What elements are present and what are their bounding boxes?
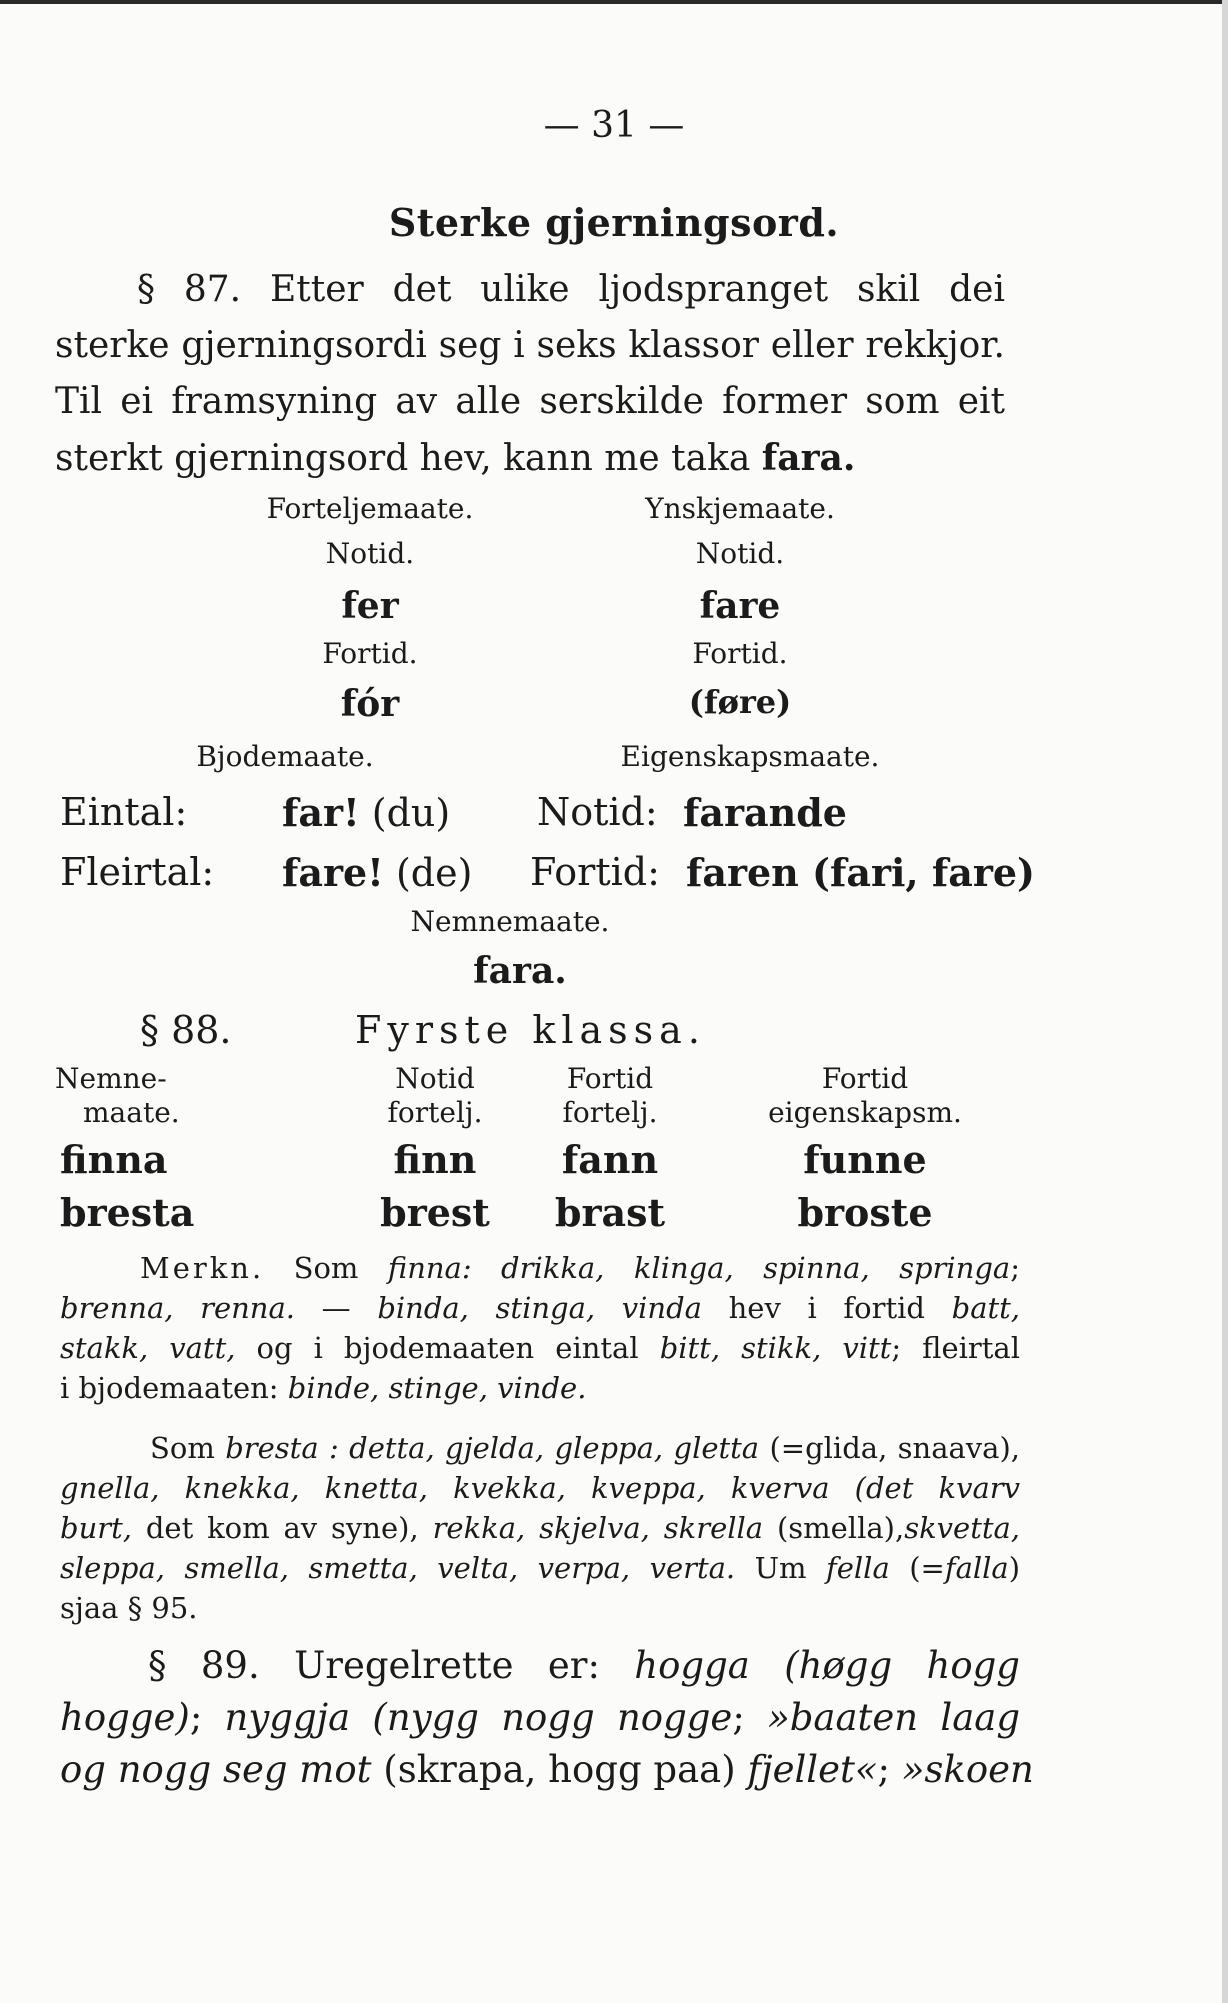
row-2-infinitive: bresta: [60, 1190, 195, 1235]
infinitive-form: fara.: [473, 950, 567, 992]
note2-falla: falla: [944, 1551, 1009, 1585]
section-heading: Sterke gjerningsord.: [388, 200, 840, 245]
imperative-plural-form: fare!: [282, 850, 384, 895]
sec89-hogga-forms: (høgg hogg: [784, 1644, 1020, 1687]
example-verb: fara.: [761, 437, 856, 479]
note2-text-syne: det kom av syne),: [145, 1511, 419, 1545]
plural-label: Fleirtal:: [60, 850, 215, 894]
note-text-fleirtal: ; fleirtal: [891, 1331, 1020, 1365]
col-header-present-line-1: Notid: [395, 1062, 475, 1095]
row-1-infinitive: finna: [60, 1137, 168, 1182]
col-header-past-line-2: fortelj.: [562, 1096, 658, 1129]
note2-line-3: [60, 1508, 1020, 1548]
note-verbs-brenna: brenna, renna.: [60, 1291, 295, 1325]
intro-line-3: Til ei framsyning av alle serskilde former som eit: [55, 381, 1005, 422]
subjunctive-past-label: Fortid.: [692, 637, 788, 670]
indicative-present-label: Notid.: [325, 537, 415, 570]
sec89-text: Uregelrette er:: [294, 1644, 600, 1687]
participle-label: Eigenskapsmaate.: [620, 740, 880, 773]
note2-verb-list: detta, gjelda, gleppa, gletta: [349, 1431, 760, 1465]
imperative-label: Bjodemaate.: [196, 740, 374, 773]
note2-verbs-sleppa: sleppa, smella, smetta, velta, verpa, verta.: [60, 1551, 736, 1585]
col-header-infinitive-line-1: Nemne-: [55, 1062, 167, 1095]
note-form-batt: batt,: [951, 1291, 1021, 1325]
scan-right-edge: [1222, 0, 1228, 2003]
indicative-label: Forteljemaate.: [266, 492, 474, 525]
singular-label: Eintal:: [60, 790, 188, 834]
note2-verbs-rekka: rekka, skjelva, skrella: [432, 1511, 764, 1545]
note-line-4: [60, 1368, 1020, 1408]
intro-paragraph: [55, 262, 1005, 487]
row-2-participle: broste: [797, 1190, 933, 1235]
page-number: — 31 —: [543, 105, 685, 146]
col-header-participle: [760, 1062, 970, 1130]
row-2-present: brest: [380, 1190, 490, 1235]
section-88-number: § 88.: [140, 1008, 232, 1052]
participle-present-label: Notid:: [537, 790, 658, 834]
note-line-2: [60, 1288, 1020, 1328]
note-text-eintal: og i bjodemaaten eintal: [256, 1331, 639, 1365]
indicative-past-form: fór: [340, 683, 400, 725]
note-forms-binde: binde, stinge, vinde.: [287, 1371, 587, 1405]
participle-past-form: faren (fari, fare): [686, 850, 1036, 895]
sec89-nyggja: nyggja (nygg nogg nogge: [224, 1696, 733, 1739]
subjunctive-past-form: (føre): [688, 683, 792, 721]
imperative-plural: [282, 850, 472, 895]
scan-top-edge: [0, 0, 1228, 4]
indicative-past-label: Fortid.: [322, 637, 418, 670]
row-1-present: finn: [393, 1137, 477, 1182]
note2-som: Som: [150, 1431, 215, 1465]
note2-paragraph: [60, 1428, 1020, 1628]
row-2-past: brast: [554, 1190, 666, 1235]
note-forms-bitt: bitt, stikk, vitt: [659, 1331, 892, 1365]
subjunctive-label: Ynskjemaate.: [645, 492, 835, 525]
note2-line-4: [60, 1548, 1020, 1588]
col-header-past-line-1: Fortid: [566, 1062, 654, 1095]
note2-line-5: sjaa § 95.: [60, 1591, 198, 1625]
note-verb-list: drikka, klinga, spinna, springa: [501, 1251, 1011, 1285]
col-header-participle-line-2: eigenskapsm.: [768, 1096, 962, 1129]
sec89-gloss: (skrapa, hogg paa): [383, 1748, 736, 1791]
col-header-present: [365, 1062, 505, 1130]
note2-verb-skvetta: skvetta,: [904, 1511, 1021, 1545]
intro-line-4-text: sterkt gjerningsord hev, kann me taka: [55, 438, 762, 479]
note-paragraph: [60, 1248, 1020, 1408]
participle-past-label: Fortid:: [530, 850, 660, 894]
note2-um: Um: [754, 1551, 807, 1585]
sec89-hogge: hogge): [60, 1696, 190, 1739]
col-header-present-line-2: fortelj.: [387, 1096, 483, 1129]
note-example-verb: finna:: [387, 1251, 472, 1285]
sec89-quote-skoen: »skoen: [901, 1748, 1034, 1791]
col-header-participle-line-1: Fortid: [821, 1062, 909, 1095]
sec89-semicolon-3: ;: [877, 1748, 902, 1791]
sec89-line-1: [60, 1640, 1020, 1692]
class-title: Fyrste klassa.: [355, 1008, 706, 1052]
imperative-plural-pronoun: (de): [395, 851, 473, 895]
note-line-3: [60, 1328, 1020, 1368]
note2-burt: burt,: [60, 1511, 132, 1545]
subjunctive-present-form: fare: [699, 585, 781, 627]
imperative-singular-form: far!: [282, 790, 360, 835]
sec89-quote-baaten: »baaten laag: [767, 1696, 1021, 1739]
row-1-participle: funne: [803, 1137, 927, 1182]
sec89-number: § 89.: [148, 1644, 260, 1687]
sec89-semicolon-2: ;: [732, 1696, 745, 1739]
section-89-paragraph: [60, 1640, 1034, 1796]
note2-verb-list-2: gnella, knekka, knetta, kvekka, kveppa, kverva (det kvarv: [60, 1471, 1020, 1505]
note2-line-1: [60, 1428, 1020, 1468]
note-dash: —: [321, 1291, 351, 1325]
note2-fella: fella: [826, 1551, 890, 1585]
participle-present-form: farande: [683, 790, 847, 835]
subjunctive-present-label: Notid.: [695, 537, 785, 570]
sec89-line-3: [60, 1744, 1034, 1796]
col-header-past: [540, 1062, 680, 1130]
note-verbs-binda: binda, stinga, vinda: [377, 1291, 702, 1325]
imperative-singular: [282, 790, 450, 835]
note2-equals: (=: [909, 1551, 945, 1585]
sec89-semicolon-1: ;: [189, 1696, 203, 1739]
note-label: Merkn.: [140, 1251, 265, 1285]
note-forms-stakk: stakk, vatt,: [60, 1331, 236, 1365]
intro-line-1: § 87. Etter det ulike ljodspranget skil dei: [137, 269, 1005, 310]
note-line-1: [60, 1248, 1020, 1288]
intro-line-2: sterke gjerningsordi seg i seks klassor eller rekkjor.: [55, 325, 1005, 366]
row-1-past: fann: [561, 1137, 659, 1182]
note-text-bjodemaaten: i bjodemaaten:: [60, 1371, 279, 1405]
sec89-hogga: hogga: [634, 1644, 750, 1687]
sec89-nogg-seg: og nogg seg mot: [60, 1748, 372, 1791]
indicative-present-form: fer: [341, 585, 399, 627]
col-header-infinitive: [55, 1062, 185, 1130]
imperative-singular-pronoun: (du): [371, 791, 451, 835]
sec89-line-2: [60, 1692, 1020, 1744]
sec89-fjellet: fjellet«: [747, 1748, 878, 1791]
note2-gloss: (=glida, snaava),: [769, 1431, 1020, 1465]
infinitive-label: Nemnemaate.: [410, 905, 610, 938]
note2-paren: ): [1008, 1551, 1021, 1585]
note-text-fortid: hev i fortid: [728, 1291, 925, 1325]
note2-gloss-smella: (smella),: [776, 1511, 905, 1545]
col-header-infinitive-line-2: maate.: [83, 1096, 180, 1129]
note-som: Som: [293, 1251, 359, 1285]
note2-example-verb: bresta :: [225, 1431, 339, 1465]
intro-line-4: [55, 430, 1005, 487]
note-semicolon: ;: [1010, 1251, 1021, 1285]
note2-line-2: [60, 1468, 1020, 1508]
